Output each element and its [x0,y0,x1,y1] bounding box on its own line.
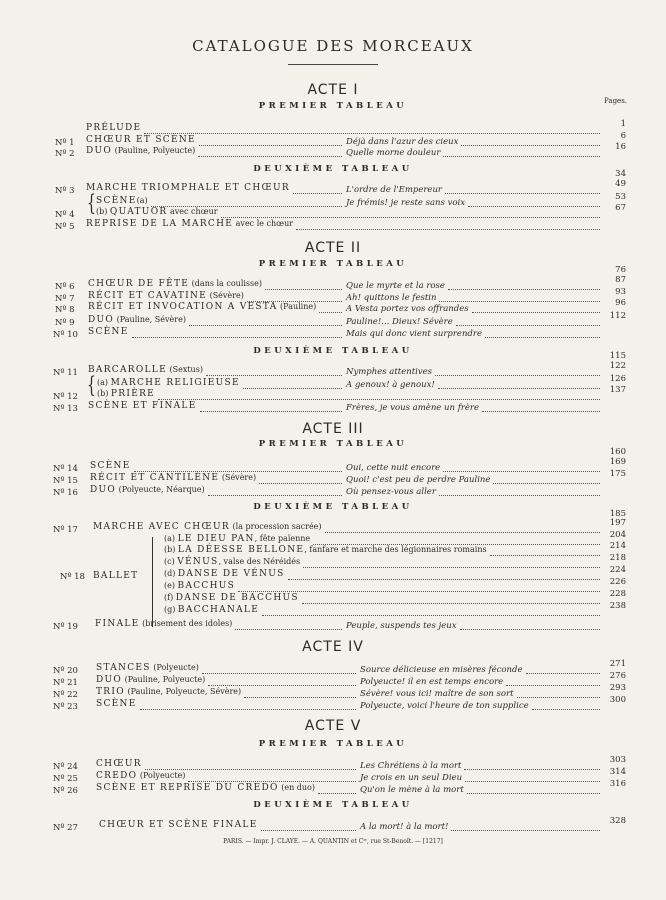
tableau-heading: DEUXIÈME TABLEAU [253,800,413,810]
leader-dots [448,289,600,290]
leader-dots [265,289,342,290]
entry-sublabel-marker: (b) [96,207,110,216]
page-number: 126 [609,374,626,384]
leader-dots [460,629,600,630]
leader-dots [198,156,342,157]
page-number: 314 [609,767,626,777]
leader-dots [318,793,356,794]
entry-number: Nº 9 [55,318,75,328]
leader-dots [132,337,342,338]
page-number: 238 [609,601,626,611]
entry-number: Nº 10 [53,330,78,340]
entry-sublabel-marker: (c) [164,557,178,566]
entry-title: CHŒUR DE FÊTE [88,279,190,289]
leader-dots [243,388,342,389]
entry-note: (Pauline) [277,302,317,311]
entry-note: (Sévère) [207,291,244,300]
entry-incipit: Je crois en un seul Dieu [360,773,463,783]
entry-label [164,581,235,591]
page-number: 96 [615,298,626,308]
entry-number: Nº 22 [53,690,78,700]
entry-label [86,123,141,133]
leader-dots [302,603,600,604]
tableau-heading: DEUXIÈME TABLEAU [253,346,413,356]
page-number: 224 [609,565,626,575]
entry-title: DANSE DE BACCHUS [175,593,299,603]
leader-dots [199,145,342,146]
leader-dots [451,830,600,831]
page-number: 218 [609,553,626,563]
entry-number: Nº 24 [53,762,78,772]
entry-note: (dans la coulisse) [189,279,262,288]
leader-dots [288,579,600,580]
entry-number: Nº 13 [53,404,78,414]
entry-incipit: Sévère! vous ici! maître de son sort [360,689,514,699]
leader-dots [206,375,342,376]
entry-sublabel-marker: (b) [164,545,178,554]
entry-label [164,605,259,615]
entry-label [93,522,322,532]
entry-note: (Pauline, Polyeucte) [122,675,206,684]
leader-dots [189,325,342,326]
leader-dots [456,325,600,326]
entry-label [95,619,232,629]
entry-note: (Polyeucte) [137,771,186,780]
leader-dots [235,629,342,630]
entry-title: VÉNUS [177,557,219,567]
entry-label [97,378,240,388]
entry-title: CHŒUR ET SCÈNE [86,135,196,145]
entry-title: SCÈNE [88,327,129,337]
entry-note: (Sextus) [166,365,203,374]
leader-dots [435,375,600,376]
tableau-heading: PREMIER TABLEAU [258,259,408,269]
entry-label [88,302,316,312]
entry-incipit: Que le myrte et la rose [346,281,445,291]
entry-label [86,146,195,156]
tableau-heading: PREMIER TABLEAU [258,101,408,111]
leader-dots [296,229,600,230]
group-brace: { [87,191,96,217]
leader-dots [443,156,600,157]
entry-label [96,771,185,781]
leader-dots [517,697,600,698]
entry-label [164,545,487,555]
leader-dots [188,781,356,782]
tableau-heading: DEUXIÈME TABLEAU [253,164,413,174]
entry-title: BARCAROLLE [88,365,167,375]
page-number: 67 [615,203,626,213]
entry-title: DUO [86,146,113,156]
entry-title: SCÈNE [96,196,137,206]
page-number: 197 [609,518,626,528]
entry-number: Nº 5 [55,222,75,232]
entry-label [97,389,155,399]
page-number: 34 [615,169,626,179]
leader-dots [482,411,600,412]
leader-dots [439,495,600,496]
entry-sublabel-marker: (a) [97,378,111,387]
entry-title: DUO [88,315,115,325]
entry-number: Nº 20 [53,666,78,676]
page-number: 115 [609,351,626,361]
leader-dots [145,769,356,770]
entry-title: MARCHE TRIOMPHALE ET CHŒUR [86,183,290,193]
entry-label [88,327,129,337]
entry-title: DUO [96,675,123,685]
page-number: 300 [609,695,626,705]
entry-incipit: Source délicieuse en misères féconde [360,665,523,675]
entry-note: avec chœur [167,207,218,216]
leader-dots [208,685,356,686]
page-number: 53 [615,192,626,202]
entry-incipit: Quelle morne douleur [346,148,441,158]
page-number: 49 [615,179,626,189]
page-number: 185 [609,509,626,519]
entry-title: BACCHANALE [177,605,260,615]
entry-title: CREDO [96,771,138,781]
entry-label [96,783,315,793]
entry-label [88,291,244,301]
leader-dots [532,709,600,710]
entry-note: (Polyeucte, Néarque) [116,485,205,494]
tableau-heading: PREMIER TABLEAU [258,739,408,749]
entry-note: (a) [136,196,148,205]
page-number: 228 [609,589,626,599]
entry-title: RÉCIT ET INVOCATION A VESTA [88,302,278,312]
leader-dots [221,217,600,218]
group-brace: { [87,373,96,399]
entry-label [96,207,218,217]
entry-incipit: Polyeucte! il en est temps encore [360,677,504,687]
page-number: 112 [609,311,626,321]
entry-number: Nº 17 [53,525,78,535]
entry-sublabel-marker: (g) [164,605,178,614]
entry-label [90,473,256,483]
page-number: 175 [609,469,626,479]
entry-title: SCÈNE [90,461,131,471]
entry-incipit: Frères, je vous amène un frère [346,403,480,413]
entry-incipit: Ah! quittons le festin [346,293,437,303]
entry-number: Nº 16 [53,488,78,498]
leader-dots [438,388,600,389]
entry-label [96,663,199,673]
entry-label [164,569,285,579]
page-number: 226 [609,577,626,587]
entry-title: REPRISE DE LA MARCHE [86,219,234,229]
leader-dots [490,555,600,556]
entry-title: MARCHE AVEC CHŒUR [93,522,230,532]
leader-dots [467,793,600,794]
entry-label [88,365,203,375]
entry-label [96,759,142,769]
leader-dots [244,697,356,698]
entry-title: DUO [90,485,117,495]
page-number: 316 [609,779,626,789]
leader-dots [261,830,356,831]
entry-sublabel-marker: (b) [97,389,111,398]
page-number: 137 [609,385,626,395]
entry-label [86,135,196,145]
entry-label [88,401,197,411]
page-number: 160 [609,447,626,457]
leader-dots [303,567,600,568]
page-number: 76 [615,265,626,275]
entry-note: (Sévère) [219,473,257,482]
title-rule [288,64,378,65]
entry-number: Nº 14 [53,464,78,474]
entry-label [86,183,290,193]
entry-label [164,534,310,544]
entry-note: (Polyeucte) [150,663,199,672]
page-title: CATALOGUE DES MORCEAUX [192,37,474,55]
leader-dots [443,471,600,472]
entry-number: Nº 3 [55,186,75,196]
ballet-number: Nº 18 [60,572,85,582]
entry-note: (Pauline, Polyeucte, Sévère) [124,687,242,696]
entry-title: SCÈNE ET REPRISE DU CREDO [96,783,279,793]
leader-dots [461,145,600,146]
leader-dots [526,673,601,674]
leader-dots [144,133,600,134]
page-number: 16 [615,142,626,152]
entry-title: DANSE DE VÉNUS [177,569,285,579]
entry-incipit: Nymphes attentives [346,367,433,377]
leader-dots [140,709,356,710]
entry-title: MARCHE RELIGIEUSE [110,378,240,388]
entry-incipit: Polyeucte, voici l'heure de ton supplice [360,701,529,711]
page-number: 1 [620,119,626,129]
entry-number: Nº 11 [53,368,78,378]
page-number: 214 [609,541,626,551]
leader-dots [439,301,600,302]
page-number: 303 [609,755,626,765]
page-number: 276 [609,671,626,681]
entry-title: RÉCIT ET CANTILÈNE [90,473,220,483]
entry-label [86,219,293,229]
entry-incipit: Les Chrétiens à la mort [360,761,462,771]
entry-incipit: A genoux! à genoux! [346,380,435,390]
page-number: 87 [615,275,626,285]
act-heading: ACTE III [302,421,364,437]
entry-label [164,593,299,603]
entry-note: , valse des Néréidés [218,557,301,566]
act-heading: ACTE V [304,718,362,734]
page-number: 271 [609,659,626,669]
leader-dots [325,532,600,533]
leader-dots [134,471,342,472]
entry-incipit: Quoi! c'est peu de perdre Pauline [346,475,491,485]
entry-number: Nº 2 [55,149,75,159]
act-heading: ACTE II [304,240,362,256]
entry-note: , fête païenne [254,534,311,543]
entry-sublabel-marker: (a) [164,534,178,543]
tableau-heading: DEUXIÈME TABLEAU [253,502,413,512]
ballet-brace [152,537,157,627]
leader-dots [238,591,600,592]
entry-number: Nº 7 [55,294,75,304]
entry-label [88,315,186,325]
entry-label [90,461,131,471]
tableau-heading: PREMIER TABLEAU [258,439,408,449]
leader-dots [468,206,600,207]
leader-dots [472,312,600,313]
leader-dots [464,769,600,770]
entry-incipit: Qu'on le mène à la mort [360,785,464,795]
entry-title: PRIÈRE [110,389,156,399]
page-number: 93 [615,287,626,297]
leader-dots [493,483,600,484]
entry-number: Nº 1 [55,138,75,148]
entry-sublabel-marker: (e) [164,581,178,590]
entry-number: Nº 15 [53,476,78,486]
act-heading: ACTE I [307,82,359,98]
entry-note: (la procession sacrée) [229,522,322,531]
entry-incipit: Mais qui donc vient surprendre [346,329,482,339]
entry-incipit: A la mort! à la mort! [360,822,449,832]
entry-incipit: Déjà dans l'azur des cieux [346,137,459,147]
leader-dots [485,337,600,338]
entry-title: CHŒUR ET SCÈNE FINALE [99,820,258,830]
entry-incipit: Oui, cette nuit encore [346,463,441,473]
entry-number: Nº 23 [53,702,78,712]
entry-label [96,675,205,685]
entry-label [96,687,241,697]
leader-dots [293,193,342,194]
entry-title: RÉCIT ET CAVATINE [88,291,208,301]
pages-header: Pages. [604,97,628,105]
entry-note: avec le chœur [233,219,294,228]
entry-label [90,485,205,495]
entry-note: , fanfare et marche des légionnaires romains [304,545,487,554]
leader-dots [158,399,600,400]
entry-title: SCÈNE ET FINALE [88,401,197,411]
entry-number: Nº 6 [55,282,75,292]
entry-number: Nº 27 [53,823,78,833]
leader-dots [319,312,342,313]
entry-label [99,820,258,830]
page-number: 169 [609,457,626,467]
entry-title: TRIO [96,687,125,697]
entry-title: FINALE [95,619,140,629]
entry-sublabel-marker: (f) [164,593,176,602]
page-number: 204 [609,530,626,540]
entry-note: (Pauline, Polyeucte) [112,146,196,155]
page-number: 328 [609,816,626,826]
entry-title: SCÈNE [96,699,137,709]
entry-note: (en duo) [278,783,315,792]
entry-title: LA DÉESSE BELLONE [177,545,305,555]
leader-dots [200,411,342,412]
leader-dots [465,781,600,782]
entry-incipit: Où pensez-vous aller [346,487,436,497]
entry-label [164,557,300,567]
entry-note: (brisement des idoles) [139,619,233,628]
leader-dots [506,685,600,686]
entry-label [88,279,262,289]
entry-number: Nº 4 [55,210,75,220]
entry-number: Nº 12 [53,392,78,402]
leader-dots [202,673,356,674]
entry-label [96,196,148,206]
entry-title: BACCHUS [177,581,236,591]
entry-sublabel-marker: (d) [164,569,178,578]
entry-number: Nº 8 [55,305,75,315]
entry-number: Nº 19 [53,622,78,632]
page-number: 293 [609,683,626,693]
entry-incipit: L'ordre de l'Empereur [346,185,442,195]
entry-number: Nº 26 [53,786,78,796]
entry-number: Nº 21 [53,678,78,688]
printer-footer: PARIS. — Impr. J. CLAYE. — A. QUANTIN et Cⁱᵉ, rue St-Benoît. — [1217] [223,838,443,845]
ballet-label: BALLET [93,571,139,581]
entry-incipit: Je frémis! je reste sans voix [346,198,466,208]
leader-dots [445,193,600,194]
entry-incipit: Pauline!... Dieux! Sévère [346,317,453,327]
entry-number: Nº 25 [53,774,78,784]
entry-title: PRÉLUDE [86,123,142,133]
entry-note: (Pauline, Sévère) [114,315,186,324]
leader-dots [259,483,342,484]
leader-dots [208,495,342,496]
entry-incipit: Peuple, suspends tes jeux [346,621,457,631]
page-number: 122 [609,361,626,371]
page-number: 6 [620,131,626,141]
entry-label [96,699,137,709]
entry-title: STANCES [96,663,151,673]
entry-title: QUATUOR [109,207,168,217]
entry-title: CHŒUR [96,759,142,769]
act-heading: ACTE IV [302,639,364,655]
entry-title: LE DIEU PAN [177,534,255,544]
leader-dots [262,615,600,616]
entry-incipit: A Vesta portez vos offrandes [346,304,469,314]
